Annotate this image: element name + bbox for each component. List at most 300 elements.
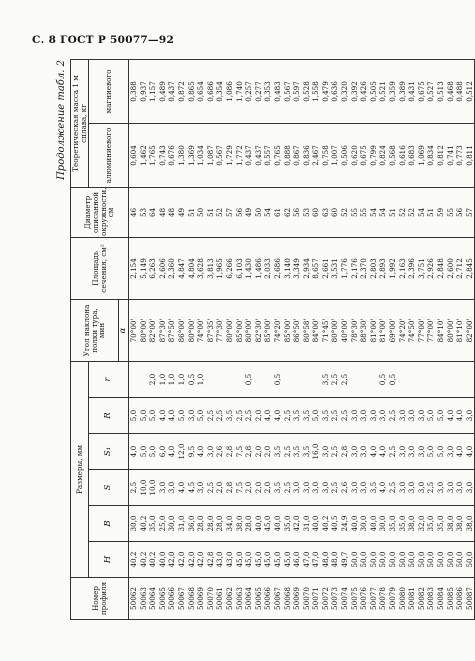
cell-r-big: 5,0 — [426, 398, 436, 434]
cell-s: 4,5 — [187, 470, 197, 506]
cell-angle: 74°50' — [407, 299, 417, 361]
cell-r-small — [455, 361, 465, 397]
cell-h: 50,0 — [359, 542, 369, 578]
cell-diameter: 46 — [129, 187, 139, 237]
cell-h: 40,2 — [139, 542, 149, 578]
cell-mass-magnesium: 0,389 — [398, 59, 408, 123]
cell-b: 35,0 — [436, 506, 446, 542]
cell-mass-aluminium: 0,683 — [407, 123, 417, 187]
cell-s: 2,0 — [254, 470, 264, 506]
cell-number: 50070 — [302, 578, 312, 620]
cell-number: 50082 — [417, 578, 427, 620]
cell-s1: 2,8 — [225, 434, 235, 470]
cell-r-big: 2,5 — [244, 398, 254, 434]
cell-diameter: 52 — [398, 187, 408, 237]
cell-r-big: 3,0 — [398, 398, 408, 434]
cell-diameter: 49 — [177, 187, 187, 237]
cell-s: 3,0 — [167, 470, 177, 506]
cell-mass-aluminium: 1,462 — [139, 123, 149, 187]
cell-diameter: 54 — [369, 187, 379, 237]
cell-mass-aluminium: 1,034 — [196, 123, 206, 187]
cell-h: 50,0 — [388, 542, 398, 578]
cell-r-small — [235, 361, 245, 397]
cell-s1: 9,5 — [187, 434, 197, 470]
cell-s: 2,0 — [263, 470, 273, 506]
cell-mass-aluminium: 0,836 — [302, 123, 312, 187]
cell-h: 50,0 — [407, 542, 417, 578]
cell-number: 50086 — [455, 578, 465, 620]
cell-mass-magnesium: 0,521 — [378, 59, 388, 123]
table-row — [273, 59, 283, 619]
cell-r-big: 5,0 — [177, 398, 187, 434]
table-row — [330, 59, 340, 619]
cell-mass-aluminium: 1,765 — [148, 123, 158, 187]
cell-mass-aluminium: 0,620 — [350, 123, 360, 187]
table-row — [398, 59, 408, 619]
cell-s1: 4,0 — [455, 434, 465, 470]
cell-angle: 81°10' — [455, 299, 465, 361]
cell-b: 30,0 — [167, 506, 177, 542]
cell-b: 38,0 — [465, 506, 475, 542]
cell-s1: 2,8 — [340, 434, 350, 470]
cell-mass-magnesium: 1,086 — [225, 59, 235, 123]
cell-h: 50,0 — [436, 542, 446, 578]
cell-r-small — [292, 361, 302, 397]
cell-area: 4,847 — [177, 237, 187, 299]
cell-diameter: 55 — [446, 187, 456, 237]
cell-mass-aluminium: 1,772 — [235, 123, 245, 187]
cell-h: 49,7 — [340, 542, 350, 578]
cell-area: 6,266 — [225, 237, 235, 299]
cell-s: 2,5 — [206, 470, 216, 506]
cell-mass-aluminium: 0,812 — [436, 123, 446, 187]
cell-angle: 80°00' — [225, 299, 235, 361]
cell-s1: 4,0 — [378, 434, 388, 470]
col-header-area: Площадь сечения, см² — [71, 237, 129, 299]
cell-r-big: 3,0 — [359, 398, 369, 434]
cell-mass-magnesium: 0,483 — [273, 59, 283, 123]
cell-r-small — [417, 361, 427, 397]
table-row — [340, 59, 350, 619]
cell-number: 50064 — [244, 578, 254, 620]
cell-number: 50081 — [407, 578, 417, 620]
cell-s: 4,0 — [378, 470, 388, 506]
col-header-sizes: Размеры, мм — [71, 361, 89, 577]
cell-s1: 7,5 — [235, 434, 245, 470]
cell-r-big: 3,0 — [350, 398, 360, 434]
cell-r-big: 3,5 — [292, 398, 302, 434]
cell-angle: 80°00' — [244, 299, 254, 361]
cell-number: 50066 — [263, 578, 273, 620]
cell-r-big: 3,0 — [407, 398, 417, 434]
cell-r-big: 4,0 — [167, 398, 177, 434]
cell-mass-aluminium: 1,729 — [225, 123, 235, 187]
cell-b: 30,0 — [378, 506, 388, 542]
cell-s: 3,5 — [273, 470, 283, 506]
cell-mass-magnesium: 0,567 — [283, 59, 293, 123]
cell-r-small: 0,5 — [378, 361, 388, 397]
cell-number: 50073 — [330, 578, 340, 620]
cell-area: 2,712 — [455, 237, 465, 299]
cell-area: 2,163 — [398, 237, 408, 299]
cell-r-small — [446, 361, 456, 397]
cell-b: 36,0 — [187, 506, 197, 542]
cell-r-small — [359, 361, 369, 397]
cell-number: 50072 — [321, 578, 331, 620]
cell-mass-magnesium: 0,277 — [254, 59, 264, 123]
table-row — [187, 59, 197, 619]
cell-h: 40,2 — [129, 542, 139, 578]
cell-h: 45,0 — [273, 542, 283, 578]
cell-mass-magnesium: 0,353 — [263, 59, 273, 123]
cell-mass-magnesium: 0,426 — [359, 59, 369, 123]
cell-area: 2,803 — [369, 237, 379, 299]
cell-diameter: 63 — [321, 187, 331, 237]
cell-number: 50078 — [378, 578, 388, 620]
page-header: С. 8 ГОСТ Р 50077—92 — [32, 34, 175, 46]
cell-h: 45,0 — [263, 542, 273, 578]
table-row — [263, 59, 273, 619]
cell-h: 50,0 — [378, 542, 388, 578]
cell-angle: 81°00' — [378, 299, 388, 361]
cell-s: 3,0 — [436, 470, 446, 506]
cell-s: 3,0 — [417, 470, 427, 506]
cell-number: 50067 — [273, 578, 283, 620]
cell-r-big: 5,0 — [129, 398, 139, 434]
col-header-h: H — [89, 542, 129, 578]
cell-r-big: 4,0 — [158, 398, 168, 434]
cell-mass-magnesium: 0,437 — [167, 59, 177, 123]
cell-h: 45,0 — [244, 542, 254, 578]
cell-mass-magnesium: 1,157 — [148, 59, 158, 123]
cell-angle: 82°00' — [148, 299, 158, 361]
cell-r-small: 1,0 — [158, 361, 168, 397]
cell-b: 34,0 — [225, 506, 235, 542]
cell-mass-aluminium: 0,834 — [426, 123, 436, 187]
cell-mass-magnesium: 0,489 — [158, 59, 168, 123]
table-row — [426, 59, 436, 619]
table-row — [311, 59, 321, 619]
cell-mass-magnesium: 0,872 — [177, 59, 187, 123]
cell-number: 50066 — [167, 578, 177, 620]
cell-h: 40,2 — [148, 542, 158, 578]
col-header-s: S — [89, 470, 129, 506]
cell-angle: 81°00' — [369, 299, 379, 361]
cell-number: 50070 — [206, 578, 216, 620]
cell-h: 46,0 — [292, 542, 302, 578]
table-row — [206, 59, 216, 619]
cell-area: 4,804 — [187, 237, 197, 299]
cell-s: 3,0 — [465, 470, 475, 506]
table-caption: Продолжение табл. 2 — [56, 60, 67, 180]
cell-b: 40,0 — [273, 506, 283, 542]
cell-s1: 16,0 — [311, 434, 321, 470]
cell-diameter: 51 — [187, 187, 197, 237]
cell-b: 40,0 — [254, 506, 264, 542]
table-body — [129, 59, 475, 619]
cell-mass-magnesium: 1,558 — [311, 59, 321, 123]
cell-h: 45,0 — [235, 542, 245, 578]
cell-r-big: 2,5 — [206, 398, 216, 434]
cell-mass-magnesium: 0,488 — [455, 59, 465, 123]
cell-area: 2,154 — [129, 237, 139, 299]
cell-h: 47,0 — [311, 542, 321, 578]
cell-diameter: 52 — [407, 187, 417, 237]
cell-angle: 82°00' — [465, 299, 475, 361]
cell-mass-aluminium: 0,616 — [398, 123, 408, 187]
cell-r-small — [465, 361, 475, 397]
cell-mass-aluminium: 0,773 — [455, 123, 465, 187]
cell-s1: 2,0 — [254, 434, 264, 470]
cell-angle: 74°00' — [196, 299, 206, 361]
cell-area: 2,396 — [407, 237, 417, 299]
cell-diameter: 54 — [417, 187, 427, 237]
cell-b: 38,0 — [407, 506, 417, 542]
cell-mass-aluminium: 1,380 — [177, 123, 187, 187]
cell-r-small — [283, 361, 293, 397]
cell-r-small — [426, 361, 436, 397]
cell-mass-aluminium: 1,087 — [206, 123, 216, 187]
cell-diameter: 51 — [388, 187, 398, 237]
cell-diameter: 51 — [426, 187, 436, 237]
cell-area: 2,845 — [465, 237, 475, 299]
cell-s1: 12,0 — [177, 434, 187, 470]
cell-number: 50064 — [148, 578, 158, 620]
cell-angle: 80°00' — [330, 299, 340, 361]
cell-s: 2,5 — [330, 470, 340, 506]
cell-diameter: 56 — [292, 187, 302, 237]
cell-area: 3,140 — [283, 237, 293, 299]
cell-mass-magnesium: 0,359 — [388, 59, 398, 123]
cell-diameter: 52 — [340, 187, 350, 237]
cell-mass-magnesium: 0,320 — [340, 59, 350, 123]
cell-angle: 84°10' — [436, 299, 446, 361]
cell-r-big: 2,5 — [283, 398, 293, 434]
cell-b: 40,0 — [350, 506, 360, 542]
cell-number: 50075 — [350, 578, 360, 620]
cell-h: 50,0 — [455, 542, 465, 578]
cell-r-small: 1,0 — [167, 361, 177, 397]
cell-r-small — [369, 361, 379, 397]
cell-area: 2,661 — [321, 237, 331, 299]
table-row — [215, 59, 225, 619]
cell-mass-magnesium: 0,257 — [244, 59, 254, 123]
cell-area: 3,751 — [417, 237, 427, 299]
cell-s1: 5,0 — [139, 434, 149, 470]
cell-s: 3,0 — [446, 470, 456, 506]
cell-r-big: 5,0 — [436, 398, 446, 434]
cell-mass-magnesium: 0,636 — [330, 59, 340, 123]
cell-r-big: 5,0 — [139, 398, 149, 434]
cell-mass-aluminium: 0,824 — [378, 123, 388, 187]
table-row — [455, 59, 465, 619]
cell-angle: 87°30' — [158, 299, 168, 361]
cell-h: 42,0 — [177, 542, 187, 578]
cell-mass-aluminium: 0,506 — [340, 123, 350, 187]
cell-diameter: 50 — [196, 187, 206, 237]
cell-s1: 3,5 — [292, 434, 302, 470]
table-row — [388, 59, 398, 619]
cell-mass-aluminium: 0,811 — [465, 123, 475, 187]
cell-mass-magnesium: 0,675 — [417, 59, 427, 123]
col-header-b: B — [89, 506, 129, 542]
cell-s: 10,0 — [139, 470, 149, 506]
cell-r-small — [398, 361, 408, 397]
cell-diameter: 56 — [235, 187, 245, 237]
cell-b: 38,0 — [455, 506, 465, 542]
cell-r-small — [139, 361, 149, 397]
cell-area: 2,934 — [302, 237, 312, 299]
table-row — [158, 59, 168, 619]
cell-number: 50080 — [398, 578, 408, 620]
cell-mass-aluminium: 0,758 — [321, 123, 331, 187]
cell-r-small — [407, 361, 417, 397]
cell-r-big: 4,0 — [263, 398, 273, 434]
cell-number: 50071 — [311, 578, 321, 620]
table-row — [254, 59, 264, 619]
cell-s1: 2,0 — [263, 434, 273, 470]
cell-mass-aluminium: 0,604 — [129, 123, 139, 187]
cell-s: 3,0 — [407, 470, 417, 506]
cell-r-big: 4,0 — [446, 398, 456, 434]
cell-r-small — [254, 361, 264, 397]
cell-r-small: 0,5 — [244, 361, 254, 397]
cell-r-small: 1,0 — [177, 361, 187, 397]
cell-r-big: 4,0 — [273, 398, 283, 434]
cell-r-big: 2,5 — [215, 398, 225, 434]
cell-mass-aluminium: 0,743 — [158, 123, 168, 187]
cell-s1: 4,0 — [129, 434, 139, 470]
cell-angle: 74°20' — [273, 299, 283, 361]
cell-r-big: 3,0 — [378, 398, 388, 434]
cell-r-big: 3,5 — [321, 398, 331, 434]
profiles-table — [70, 59, 475, 620]
cell-mass-aluminium: 0,557 — [263, 123, 273, 187]
cell-h: 47,0 — [302, 542, 312, 578]
cell-s: 4,0 — [177, 470, 187, 506]
cell-h: 50,0 — [426, 542, 436, 578]
table-row — [235, 59, 245, 619]
cell-angle: 87°50' — [167, 299, 177, 361]
cell-r-big: 3,5 — [302, 398, 312, 434]
cell-b: 40,5 — [330, 506, 340, 542]
cell-number: 50067 — [177, 578, 187, 620]
cell-s: 3,0 — [398, 470, 408, 506]
cell-h: 43,0 — [225, 542, 235, 578]
cell-diameter: 57 — [465, 187, 475, 237]
cell-r-small — [129, 361, 139, 397]
cell-number: 50069 — [196, 578, 206, 620]
table-row — [465, 59, 475, 619]
cell-h: 50,0 — [350, 542, 360, 578]
cell-b: 31,0 — [302, 506, 312, 542]
cell-r-small — [263, 361, 273, 397]
cell-r-small: 2,5 — [340, 361, 350, 397]
cell-angle: 80°00' — [139, 299, 149, 361]
cell-s1: 5,0 — [148, 434, 158, 470]
cell-s: 3,0 — [350, 470, 360, 506]
cell-mass-magnesium: 0,686 — [206, 59, 216, 123]
cell-b: 25,0 — [158, 506, 168, 542]
cell-diameter: 51 — [206, 187, 216, 237]
col-header-diameter: Диаметр описанной окружности, см — [71, 187, 129, 237]
cell-mass-aluminium: 0,437 — [254, 123, 264, 187]
cell-diameter: 54 — [263, 187, 273, 237]
cell-diameter: 56 — [455, 187, 465, 237]
cell-s: 3,0 — [455, 470, 465, 506]
cell-number: 50077 — [369, 578, 379, 620]
cell-mass-magnesium: 0,527 — [426, 59, 436, 123]
cell-h: 42,8 — [206, 542, 216, 578]
cell-angle: 82°30' — [254, 299, 264, 361]
table-row — [129, 59, 139, 619]
cell-s1: 5,0 — [426, 434, 436, 470]
table-row — [302, 59, 312, 619]
cell-area: 2,600 — [446, 237, 456, 299]
cell-mass-aluminium: 0,675 — [359, 123, 369, 187]
cell-b: 35,0 — [388, 506, 398, 542]
cell-mass-aluminium: 0,568 — [388, 123, 398, 187]
cell-angle: 80°58' — [302, 299, 312, 361]
cell-s1: 3,0 — [350, 434, 360, 470]
cell-diameter: 55 — [350, 187, 360, 237]
cell-angle: 84°00' — [311, 299, 321, 361]
cell-number: 50076 — [359, 578, 369, 620]
cell-area: 3,813 — [206, 237, 216, 299]
cell-area: 2,848 — [436, 237, 446, 299]
cell-s1: 4,0 — [167, 434, 177, 470]
cell-area: 8,657 — [311, 237, 321, 299]
cell-s1: 2,5 — [283, 434, 293, 470]
cell-angle: 71°45' — [321, 299, 331, 361]
cell-area: 2,033 — [263, 237, 273, 299]
cell-diameter: 54 — [378, 187, 388, 237]
cell-b: 35,0 — [398, 506, 408, 542]
cell-r-big: 3,0 — [369, 398, 379, 434]
col-header-angle: Угол наклона полки тура, мин — [71, 299, 119, 361]
table-row — [177, 59, 187, 619]
cell-diameter: 49 — [244, 187, 254, 237]
cell-b: 35,0 — [148, 506, 158, 542]
cell-mass-aluminium: 0,741 — [446, 123, 456, 187]
cell-r-big: 3,0 — [187, 398, 197, 434]
table-row — [417, 59, 427, 619]
cell-area: 6,263 — [148, 237, 158, 299]
cell-area: 1,965 — [215, 237, 225, 299]
cell-s1: 3,0 — [446, 434, 456, 470]
cell-diameter: 64 — [148, 187, 158, 237]
cell-s: 2,5 — [283, 470, 293, 506]
cell-b: 32,0 — [417, 506, 427, 542]
cell-angle: 85°00' — [283, 299, 293, 361]
cell-number: 50074 — [340, 578, 350, 620]
table-row — [436, 59, 446, 619]
cell-b: 45,0 — [263, 506, 273, 542]
cell-mass-magnesium: 0,505 — [369, 59, 379, 123]
cell-number: 50069 — [292, 578, 302, 620]
col-header-mass: Теоретическая масса 1 м сплава, кг — [71, 59, 89, 187]
table-row — [321, 59, 331, 619]
cell-mass-aluminium: 0,888 — [283, 123, 293, 187]
cell-h: 50,0 — [369, 542, 379, 578]
cell-area: 6,103 — [235, 237, 245, 299]
cell-s: 2,5 — [426, 470, 436, 506]
cell-area: 1,776 — [340, 237, 350, 299]
cell-r-big: 2,5 — [235, 398, 245, 434]
cell-r-big: 2,5 — [388, 398, 398, 434]
cell-r-small: 2,0 — [148, 361, 158, 397]
cell-h: 50,0 — [465, 542, 475, 578]
